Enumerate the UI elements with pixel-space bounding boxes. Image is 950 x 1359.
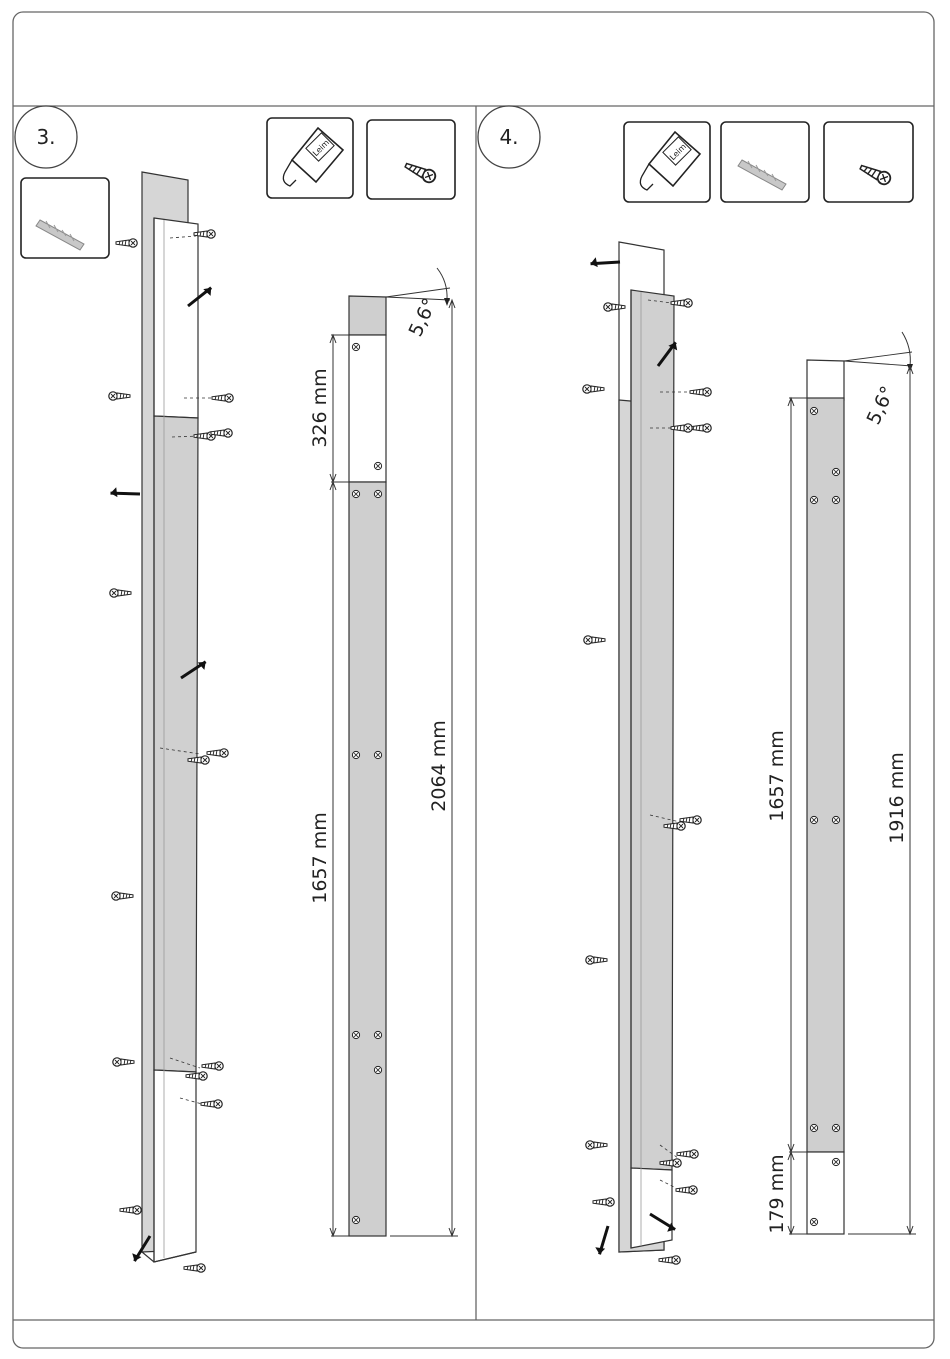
- step-4-dim-upper: 1657 mm: [766, 730, 788, 822]
- step-4-number: 4.: [499, 125, 519, 149]
- step-4-post-assembly: [583, 242, 711, 1264]
- step-3-angle-label: 5,6°: [404, 294, 442, 341]
- step-4-dim-lower: 179 mm: [766, 1154, 788, 1234]
- step-3-dimension-drawing: [309, 268, 458, 1236]
- step-3-dim-total: 2064 mm: [428, 720, 450, 812]
- step-4-parts: [624, 122, 913, 202]
- step-4-panel: [478, 106, 916, 1264]
- step-3-tool-box: [21, 178, 109, 258]
- step-3-panel: [15, 106, 458, 1272]
- step-3-dim-lower: 1657 mm: [309, 812, 331, 904]
- step-4-angle-label: 5,6°: [862, 382, 900, 429]
- glue-label: Leim: [311, 138, 332, 159]
- step-3-post-assembly: [109, 172, 233, 1272]
- step-4-dimension-drawing: [766, 332, 916, 1234]
- step-3-parts: [267, 118, 455, 199]
- step-3-dim-upper: 326 mm: [309, 368, 331, 448]
- step-3-number: 3.: [36, 125, 56, 149]
- glue-label: Leim: [668, 142, 689, 163]
- step-4-dim-total: 1916 mm: [886, 752, 908, 844]
